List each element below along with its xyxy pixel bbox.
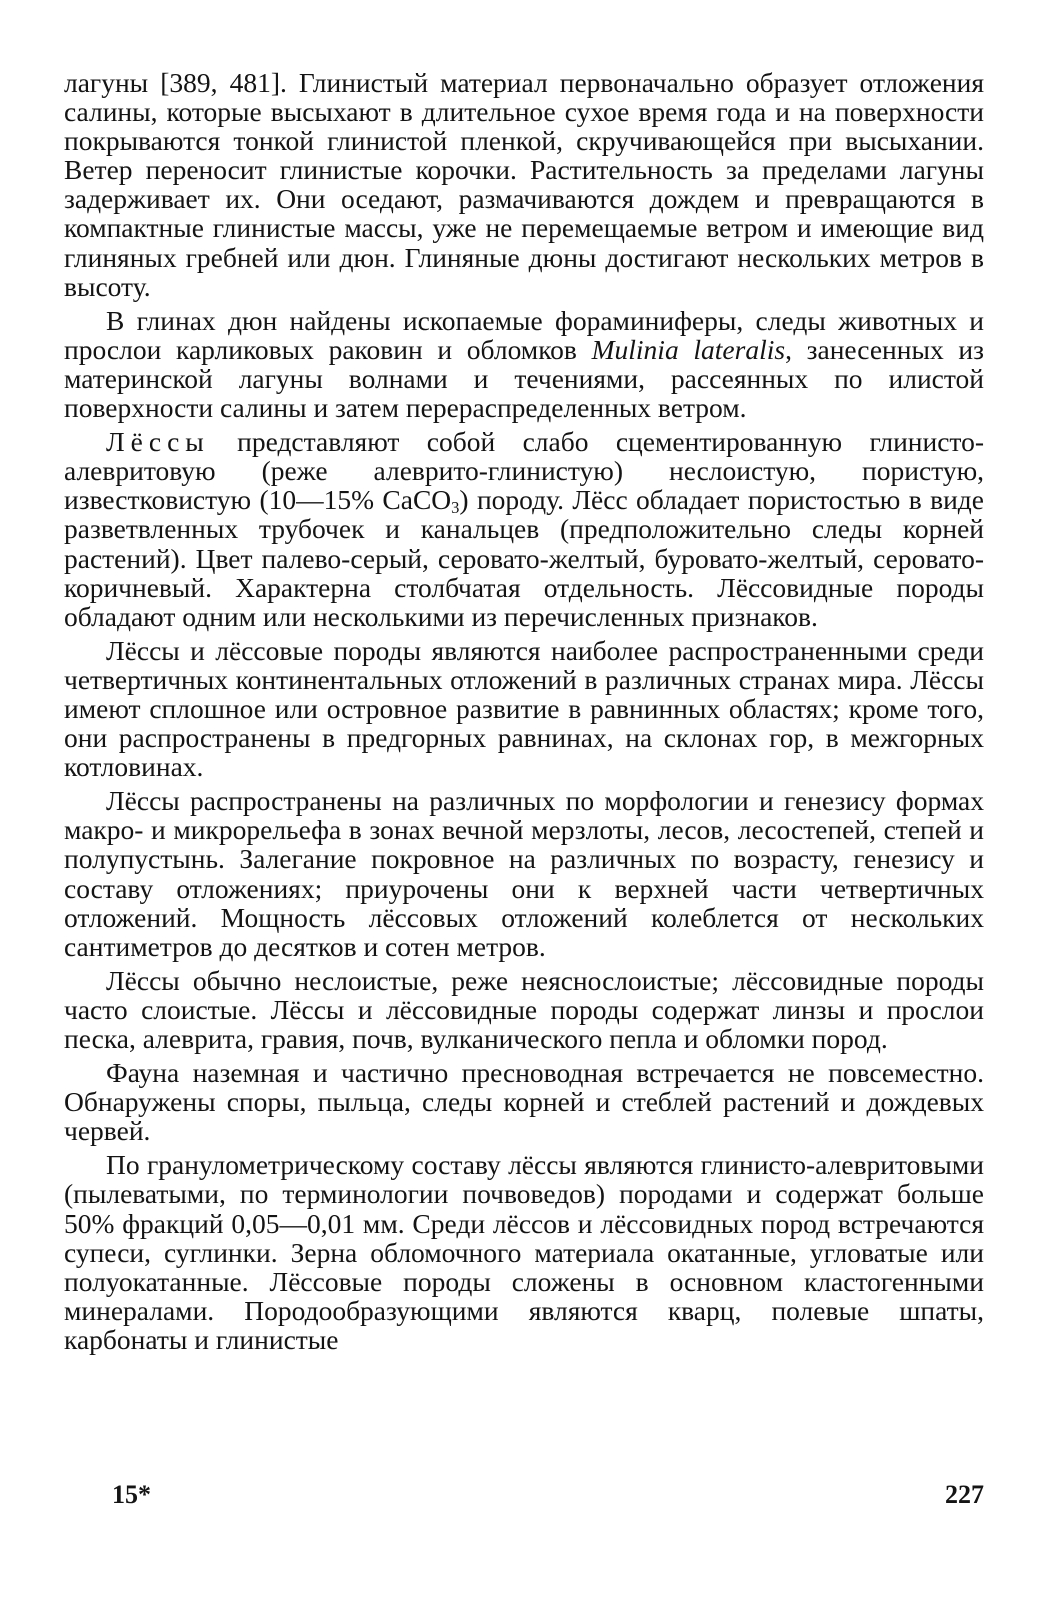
page-number: 227 (945, 1480, 984, 1509)
body-text (64, 68, 984, 1354)
paragraph-loess-landforms: Лёссы распространены на различных по морфологии и генезису формах макро- и микрорельефа в зонах вечной мерзлоты, лесов, лесостепей, степей и полупустынь. Залегание покровное на различных по возрасту, генезису и составу отложениях; приурочены они к верхней части четвертичных отложений. Мощность лёссовых отложений колеблется от нескольких сантиметров до десятков и сотен метров. (64, 785, 984, 962)
species-name: Mulinia lateralis (591, 333, 786, 365)
dune-fossils-text-start: В глинах дюн найдены ископаемые фораминиферы, следы животных и прослои карликовых раковин и обломков (64, 304, 984, 365)
paragraph-loess-definition (64, 427, 984, 631)
paragraph-lagoon-clay-dunes: лагуны [389, 481]. Глинистый материал первоначально образует отложения салины, которые высыхают в длительное сухое время года и на поверхности покрываются тонкой глинистой пленкой, скручивающейся при высыхании. Ветер переносит глинистые корочки. Растительность за пределами лагуны задерживает их. Они оседают, размачиваются дождем и превращаются в компактные глинистые массы, уже не перемещаемые ветром и имеющие вид глиняных гребней или дюн. Глиняные дюны достигают нескольких метров в высоту. (64, 67, 984, 302)
dune-fossils-text-end: , занесенных из материнской лагуны волнами и течениями, рассеянных по илистой поверхности салины и затем перераспределенных ветром. (64, 333, 984, 424)
paragraph-dune-fossils (64, 306, 984, 422)
printer-signature: 15* (112, 1480, 151, 1509)
paragraph-loess-bedding: Лёссы обычно неслоистые, реже неяснослоистые; лёссовидные породы часто слоистые. Лёссы и лёссовидные породы содержат линзы и прослои песка, алеврита, гравия, почв, вулканического пепла и обломки пород. (64, 964, 984, 1054)
loess-definition-text-end: ) породу. Лёсс обладает пористостью в виде разветвленных трубочек и канальцев (предположительно следы корней растений). Цвет палево-серый, серовато-желтый, буровато-желтый, серовато-коричневый. Характерна столбчатая отдельность. Лёссовидные породы обладают одним или несколькими из перечисленных признаков. (64, 484, 985, 632)
caco3-subscript: 3 (451, 498, 460, 518)
loess-definition-text-start: представляют собой слабо сцементированную глинисто-алевритовую (реже алеврито-глинистую) неслоистую, пористую, известковистую (10—15% CaCO (64, 426, 984, 516)
paragraph-loess-granulometry: По гранулометрическому составу лёссы являются глинисто-алевритовыми (пылеватыми, по терминологии почвоведов) породами и содержат больше 50% фракций 0,05—0,01 мм. Среди лёссов и лёссовидных пород встречаются супеси, суглинки. Зерна обломочного материала окатанные, угловатые или полуокатанные. Лёссовые породы сложены в основном кластогенными минералами. Породообразующими являются кварц, полевые шпаты, карбонаты и глинистые (64, 1149, 984, 1355)
paragraph-loess-fauna: Фауна наземная и частично пресноводная встречается не повсеместно. Обнаружены споры, пыльца, следы корней и стеблей растений и дождевых червей. (64, 1057, 984, 1147)
paragraph-loess-distribution: Лёссы и лёссовые породы являются наиболее распространенными среди четвертичных континентальных отложений в различных странах мира. Лёссы имеют сплошное или островное развитие в равнинных областях; кроме того, они распространены в предгорных равнинах, на склонах гор, в межгорных котловинах. (64, 634, 984, 783)
loess-term: Лёссы (106, 426, 210, 458)
